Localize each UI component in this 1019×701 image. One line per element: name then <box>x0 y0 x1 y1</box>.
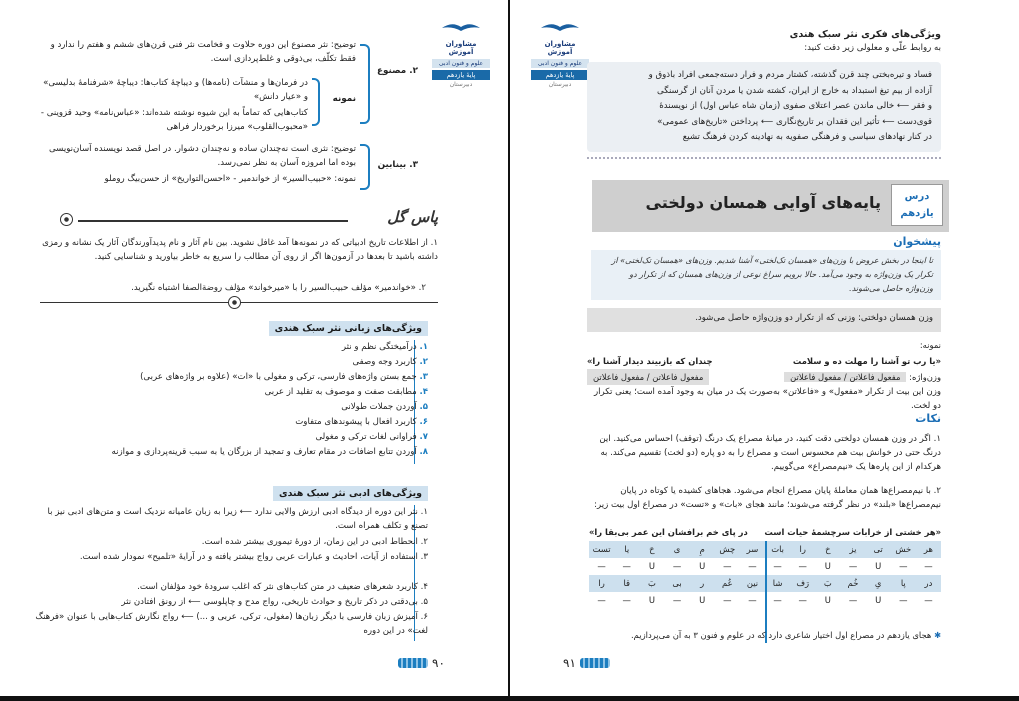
wazn-right: مفعول فاعلاتن / مفعول فاعلاتن <box>784 372 906 382</box>
list-item-text: کاربرد وجه وصفی <box>352 357 417 367</box>
list-item <box>112 400 428 415</box>
scansion-cell: — <box>773 561 782 571</box>
scansion-cell: مِ <box>690 541 715 558</box>
page-number-decoration <box>580 658 610 668</box>
scansion-cell: U <box>648 561 655 571</box>
list-item <box>112 415 428 430</box>
scansion-cell: — <box>622 595 631 605</box>
scansion-cell: U <box>699 595 706 605</box>
example-label-row <box>587 337 941 353</box>
scansion-cell: U <box>875 561 882 571</box>
logo-subject: علوم و فنون ادبی <box>531 59 589 68</box>
scansion-cell: — <box>672 561 682 571</box>
scansion-left-hemistich: در پای خم برافشان این عمر بی‌بقا را» <box>589 527 748 537</box>
list-item-number: ۶. <box>419 417 428 427</box>
bird-logo-icon <box>440 20 482 34</box>
fekri-line: فساد و تیره‌بختی چند قرن گذشته، کشتار مردم و فرار دسته‌جمعی افراد باذوق و <box>648 70 932 80</box>
page-number: ۹۱ <box>563 656 576 670</box>
scansion-cell: تست <box>589 541 614 558</box>
pishkhan-title: پیشخوان <box>893 235 941 248</box>
fekri-line: در کنار نهادهای سیاسی و فرهنگی صفویه به نهادینه کردن فرهنگ تشیع <box>682 132 932 143</box>
fekri-title: ویژگی‌های فکری نثر سبک هندی <box>789 29 941 40</box>
logo-brand: مشاوران آموزش <box>445 40 477 57</box>
list-item-number: ۷. <box>419 432 428 442</box>
masnoo-example-1: در فرمان‌ها و منشآت (نامه‌ها) و دیباچهٔ کتاب‌ها: دیباچهٔ «شرفنامهٔ بدلیسی» و «عیار دانش» <box>43 78 308 102</box>
list-item <box>112 340 428 355</box>
scansion-cell: تی <box>866 541 891 558</box>
footnote <box>631 630 941 640</box>
zabani-list <box>112 340 428 460</box>
logo-subject: علوم و فنون ادبی <box>432 59 490 68</box>
scansion-cell: — <box>798 561 807 571</box>
verse-row <box>587 353 941 369</box>
scansion-cell: بات <box>765 541 790 558</box>
namuneh-label: نمونه <box>332 94 356 104</box>
nokat-point-2: ۲. با نیم‌مصراع‌ها همان معاملهٔ پایان مصراع انجام می‌شود. هجاهای کشیده یا کوتاه در پایان نیم‌مصراع‌ها «بلند» در نظر گرفته می‌شوند؛ مانند هجای «بات» و «تست» در مصراع اول بیت زیر: <box>594 486 941 510</box>
scansion-cell: — <box>622 561 631 571</box>
adabi-header: ویژگی‌های ادبی نثر سبک هندی <box>273 486 428 501</box>
scansion-cell: ی <box>664 541 689 558</box>
scansion-cell: — <box>924 595 933 605</box>
scansion-cell: — <box>899 561 908 571</box>
list-item-number: ۲. <box>419 357 428 367</box>
scansion-cell: یز <box>840 541 865 558</box>
masnoo-example-2: کتاب‌هایی که تماماً به این شیوه نوشته شده‌اند: «عباس‌نامه» وحید قزوینی - «محبوب‌القلوب» میرزا برخوردار فراهی <box>40 108 308 132</box>
scansion-cell: U <box>824 595 831 605</box>
scansion-cell: U <box>699 561 706 571</box>
pass-gol-title: پاس گل <box>387 208 438 226</box>
lesson-banner <box>592 180 949 232</box>
lesson-label <box>891 184 943 226</box>
scansion-cell: قا <box>614 575 639 592</box>
publisher-logo <box>432 20 490 88</box>
scansion-cell: خُم <box>840 575 865 592</box>
scansion-cell: — <box>723 595 732 605</box>
list-item-text: فراوانی لغات ترکی و مغولی <box>315 432 417 442</box>
pass-gol-item-1: ۱. از اطلاعات تاریخ ادبیاتی که در نمونه‌ها آمد غافل نشوید. بین نام آثار و نام پدیدآورندگان آثار یک نشانه و رمزی داشته باشید تا بعدها در آزمون‌ها اگر از روی آن مطالب را سریع به خاطر بیاورید و شناسایی کنید. <box>42 238 438 262</box>
scansion-cell: — <box>798 595 807 605</box>
list-item <box>112 445 428 460</box>
scansion-cell: بَ <box>639 575 664 592</box>
right-page <box>510 0 1019 696</box>
star-bullet-icon: ✱ <box>933 630 941 640</box>
example-explanation: وزن این بیت از تکرار «مفعول» و «فاعلاتن» به‌صورت یک در میان به وجود آمده است؛ یعنی تکرار دو لخت. <box>594 387 941 411</box>
lesson-label-line1: درس <box>904 191 930 202</box>
scansion-cell: خش <box>891 541 916 558</box>
adabi-item-2: ۲. انحطاط ادبی در این زمان، از دورهٔ تیموری بیشتر شده است. <box>201 537 428 547</box>
scansion-cell: U <box>824 561 831 571</box>
list-item-number: ۳. <box>419 372 428 382</box>
scansion-cell: پا <box>891 575 916 592</box>
scansion-cell: را <box>589 575 614 592</box>
adabi-item-6: ۶. آمیزش زبان فارسی با دیگر زبان‌ها (مغولی، ترکی، عربی و ...) ⟵ رواج نگارش کتاب‌هایی با عنوان «فرهنگ لغت» در این دوره <box>35 612 428 636</box>
scansion-right-hemistich: «هر خشتی از خرابات سرچشمهٔ حیات است <box>764 527 941 537</box>
list-item-text: جمع بستن واژه‌های فارسی، ترکی و مغولی با «ات» (علاوه بر واژه‌های عربی) <box>140 372 417 382</box>
logo-level: دبیرستان <box>548 80 572 88</box>
scan-bottom-edge <box>0 696 1019 701</box>
list-item <box>112 385 428 400</box>
scansion-cell: — <box>597 561 606 571</box>
list-item-text: آوردن تتابع اضافات در مقام تعارف و تمجید از بزرگان یا به سبب قرینه‌پردازی و موازنه <box>111 447 417 457</box>
scansion-cell: — <box>899 595 908 605</box>
wazn-label: وزن‌واژه: <box>909 372 941 382</box>
scansion-cell: — <box>748 595 757 605</box>
zabani-header: ویژگی‌های زبانی نثر سبک هندی <box>269 321 428 336</box>
lesson-title: پایه‌های آوایی همسان دولختی <box>645 193 881 212</box>
list-item <box>112 370 428 385</box>
adabi-item-4: ۴. کاربرد شعرهای ضعیف در متن کتاب‌های نثر که اغلب سرودهٔ خود مؤلفان است. <box>137 582 428 592</box>
fekri-line: و فقر ⟵ خالی ماندن عصر اعتلای صفوی (زمان شاه عباس اول) از نویسندهٔ <box>659 101 932 112</box>
logo-level: دبیرستان <box>449 80 473 88</box>
scansion-cell: بی <box>664 575 689 592</box>
scansion-cell: ر <box>690 575 715 592</box>
list-item-number: ۸. <box>419 447 428 457</box>
beynabeyn-brace <box>360 144 370 190</box>
dotted-separator <box>587 157 941 159</box>
scansion-cell: در <box>916 575 941 592</box>
list-item <box>112 430 428 445</box>
scansion-cell: هر <box>916 541 941 558</box>
scansion-cell: — <box>672 595 682 605</box>
footnote-text: هجای یازدهم در مصراع اول اختیار شاعری دارد که در علوم و فنون ۳ به آن می‌پردازیم. <box>631 630 932 640</box>
scansion-cell: عُم <box>715 575 740 592</box>
hemistich-divider <box>765 541 767 643</box>
beynabeyn-label: ۳. بینابین <box>377 160 418 170</box>
left-page <box>0 0 508 696</box>
page-number-decoration <box>398 658 428 668</box>
scansion-cell: U <box>875 595 882 605</box>
scansion-cell: — <box>597 595 606 605</box>
nokat-point-1: ۱. اگر در وزن همسان دولختی دقت کنید، در میانهٔ مصراع یک درنگ (توقف) احساس می‌کنید. این درنگ حتی در خوانش بیت هم محسوس است و مصراع را به دو پاره (دو لخت) تقسیم می‌کند. به هرکدام از این پاره‌ها یک «نیم‌مصراع» می‌گوییم. <box>599 434 941 472</box>
definition-box: وزن همسان دولختی: وزنی که از تکرار دو وزن‌واژه حاصل می‌شود. <box>587 308 941 332</box>
verse-left: چندان که بازبیند دیدار آشنا را» <box>587 356 713 366</box>
fekri-line: قوی‌دست ⟵ تأثیر این فقدان بر تاریخ‌نگاری ⟵ پرداختن «تاریخ‌های عمومی» <box>657 116 932 127</box>
list-item-number: ۵. <box>419 402 428 412</box>
bird-logo-icon <box>539 20 581 34</box>
scansion-cell: سر <box>740 541 765 558</box>
logo-brand: مشاوران آموزش <box>544 40 576 57</box>
scansion-cell: U <box>648 595 655 605</box>
adabi-item-1: ۱. نثر این دوره از دیدگاه ادبی ارزش والایی ندارد ⟵ زیرا به زبان عامیانه نزدیک است و متن‌های ادبی نیز با تصنع و تکلف همراه است. <box>47 507 428 531</box>
scansion-cell: نین <box>740 575 765 592</box>
page-gutter <box>508 0 510 701</box>
wazn-left: مفعول فاعلاتن / مفعول فاعلاتن <box>587 369 709 385</box>
pass-gol-item-2: ۲. «خواندمیر» مؤلف حبیب‌السیر را با «میرخواند» مؤلف روضة‌الصفا اشتباه نگیرید. <box>131 283 426 293</box>
list-item-text: مطابقت صفت و موصوف به تقلید از عربی <box>264 387 417 397</box>
list-item <box>112 355 428 370</box>
list-item-text: درآمیختگی نظم و نثر <box>341 342 417 352</box>
scansion-header <box>589 527 941 541</box>
scansion-cell: حَ <box>639 541 664 558</box>
scansion-cell: چش <box>715 541 740 558</box>
masnoo-label: ۲. مصنوع <box>376 66 418 76</box>
pass-gol-rule <box>78 220 348 222</box>
scansion-cell: یا <box>614 541 639 558</box>
wazn-row <box>587 369 941 385</box>
adabi-item-3: ۳. استفاده از آیات، احادیث و عبارات عربی رواج بیشتر یافته و در آرایهٔ «تلمیح» نمودار شده است. <box>79 552 428 562</box>
list-item-number: ۱. <box>419 342 428 352</box>
publisher-logo <box>531 20 589 88</box>
fekri-line: آزاده از بیم تیغ استبداد به خارج از ایران، کشته شدن یا مردن آنان از گرسنگی <box>657 85 932 96</box>
beynabeyn-example: نمونه: «حبیب‌السیر» از خواندمیر - «احسن‌التواریخ» از حسن‌بیگ روملو <box>104 174 356 184</box>
page-number-left <box>398 652 458 674</box>
masnoo-brace <box>360 44 370 124</box>
scansion-cell: بَ <box>815 575 840 592</box>
scansion-cell: — <box>848 595 858 605</box>
logo-grade: پایهٔ یازدهم <box>531 70 589 80</box>
example-label: نمونه: <box>919 340 941 350</box>
scansion-cell: خ <box>815 541 840 558</box>
pishkhan-box: تا اینجا در بخش عروض با وزن‌های «همسان تک‌لختی» آشنا شدیم. وزن‌های «همسان تک‌لختی» از تکرار یک وزن‌واژه به وجود می‌آمد. حالا برویم سراغ نوعی از وزن‌های همسان که از تکرار دو وزن‌واژه حاصل می‌شوند. <box>591 250 941 300</box>
beynabeyn-description: توضیح: نثری است نه‌چندان ساده و نه‌چندان دشوار. در اصل قصد نویسنده آسان‌نویسی بوده اما امروزه آسان به نظر نمی‌رسد. <box>49 144 356 168</box>
soccer-ball-icon <box>60 213 73 226</box>
scansion-cell: — <box>773 595 782 605</box>
scansion-cell: — <box>924 561 933 571</box>
nokat-title: نکات <box>915 412 941 425</box>
example-block <box>587 337 941 413</box>
list-item-text: آوردن جملات طولانی <box>341 402 417 412</box>
scansion-cell: شا <box>765 575 790 592</box>
soccer-ball-icon <box>228 296 241 309</box>
scansion-cell: — <box>748 561 757 571</box>
page-number-right <box>559 652 619 674</box>
adabi-item-5: ۵. بی‌دقتی در ذکر تاریخ و حوادث تاریخی، رواج مدح و چاپلوسی ⟵ از رونق افتادن نثر <box>121 597 428 607</box>
page-number: ۹۰ <box>432 656 445 670</box>
namuneh-brace <box>312 78 320 126</box>
fekri-box <box>587 62 941 152</box>
masnoo-description: توضیح: نثر مصنوع این دوره حلاوت و فخامت نثر فنی قرن‌های ششم و هفتم را ندارد و فقط تکلّف، بی‌ذوقی و غلط‌پردازی است. <box>50 40 356 64</box>
list-item-text: کاربرد افعال با پیشوندهای متفاوت <box>295 417 417 427</box>
scansion-cell: یِ <box>866 575 891 592</box>
list-item-number: ۴. <box>419 387 428 397</box>
scansion-cell: — <box>848 561 858 571</box>
lesson-label-line2: یازدهم <box>900 208 934 219</box>
fekri-subtitle: به روابط علّی و معلولی زیر دقت کنید: <box>804 43 941 53</box>
scansion-cell: را <box>790 541 815 558</box>
scansion-cell: رَف <box>790 575 815 592</box>
pass-gol-header <box>58 208 438 228</box>
scansion-cell: — <box>723 561 732 571</box>
logo-grade: پایهٔ یازدهم <box>432 70 490 80</box>
verse-right: «یا رب تو آشنا را مهلت ده و سلامت <box>792 356 941 366</box>
scansion-table <box>589 527 941 643</box>
